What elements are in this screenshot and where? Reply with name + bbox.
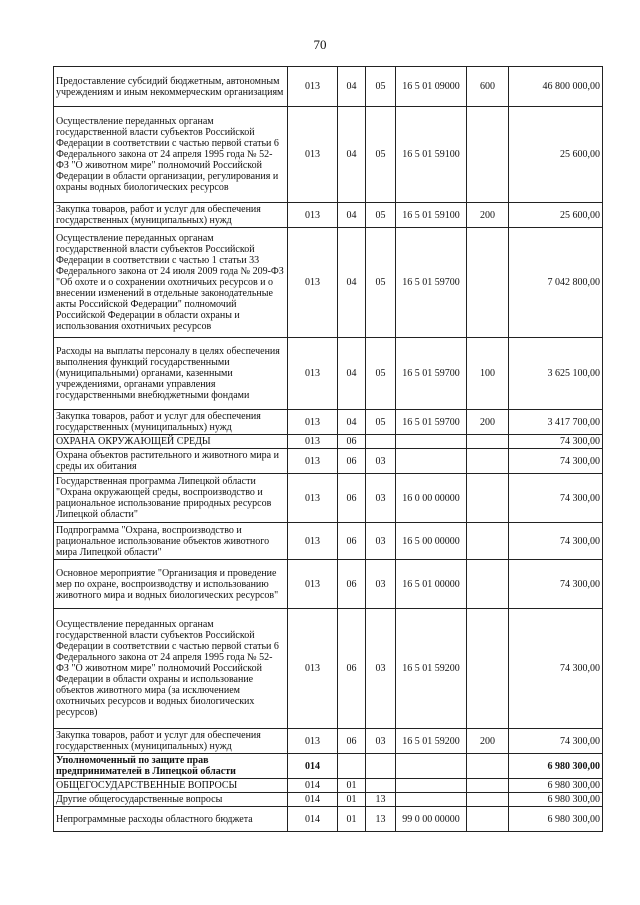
- section-code: 04: [338, 67, 366, 107]
- ministry-code: 013: [288, 67, 338, 107]
- table-row: [54, 474, 603, 523]
- subsection-code: 05: [366, 203, 396, 228]
- row-name: Другие общегосударственные вопросы: [54, 793, 288, 807]
- subsection-code: 03: [366, 609, 396, 729]
- target-article: 16 5 01 59100: [396, 203, 467, 228]
- table-row: [54, 609, 603, 729]
- row-name: Осуществление переданных органам государственной власти субъектов Российской Федерации в соответствии с частью первой статьи 6 Федерального закона от 24 апреля 1995 года № 52-ФЗ "О животном мире" полномочий Российской Федерации в области организации, регулирования и охраны водных биологических ресурсов: [54, 107, 288, 203]
- subsection-code: 03: [366, 560, 396, 609]
- row-name: Закупка товаров, работ и услуг для обеспечения государственных (муниципальных) нужд: [54, 203, 288, 228]
- table-row: [54, 807, 603, 832]
- subsection-code: 13: [366, 807, 396, 832]
- section-code: 06: [338, 523, 366, 560]
- ministry-code: 013: [288, 729, 338, 754]
- ministry-code: 014: [288, 779, 338, 793]
- section-code: 06: [338, 449, 366, 474]
- row-name: Закупка товаров, работ и услуг для обеспечения государственных (муниципальных) нужд: [54, 410, 288, 435]
- page-number: 70: [313, 37, 327, 52]
- amount: 6 980 300,00: [509, 807, 603, 832]
- subsection-code: 13: [366, 793, 396, 807]
- section-code: 04: [338, 107, 366, 203]
- amount: 25 600,00: [509, 203, 603, 228]
- ministry-code: 014: [288, 754, 338, 779]
- expense-type: [467, 793, 509, 807]
- subsection-code: [366, 779, 396, 793]
- target-article: 16 5 01 59100: [396, 107, 467, 203]
- expense-type: 200: [467, 203, 509, 228]
- target-article: [396, 779, 467, 793]
- section-code: [338, 754, 366, 779]
- row-name: ОБЩЕГОСУДАРСТВЕННЫЕ ВОПРОСЫ: [54, 779, 288, 793]
- amount: 6 980 300,00: [509, 779, 603, 793]
- ministry-code: 013: [288, 474, 338, 523]
- target-article: [396, 754, 467, 779]
- section-code: 06: [338, 609, 366, 729]
- expense-type: [467, 779, 509, 793]
- table-row: [54, 779, 603, 793]
- target-article: 16 5 01 59700: [396, 228, 467, 338]
- expense-type: [467, 807, 509, 832]
- expense-type: [467, 107, 509, 203]
- table-row: [54, 410, 603, 435]
- expense-type: 200: [467, 729, 509, 754]
- section-code: 01: [338, 779, 366, 793]
- subsection-code: 03: [366, 474, 396, 523]
- subsection-code: 03: [366, 523, 396, 560]
- amount: 74 300,00: [509, 474, 603, 523]
- subsection-code: 03: [366, 449, 396, 474]
- table-row: [54, 754, 603, 779]
- ministry-code: 014: [288, 807, 338, 832]
- target-article: [396, 435, 467, 449]
- row-name: Закупка товаров, работ и услуг для обеспечения государственных (муниципальных) нужд: [54, 729, 288, 754]
- table-row: [54, 729, 603, 754]
- amount: 3 625 100,00: [509, 338, 603, 410]
- expense-type: [467, 609, 509, 729]
- table-row: [54, 435, 603, 449]
- expense-type: [467, 560, 509, 609]
- ministry-code: 013: [288, 560, 338, 609]
- section-code: 04: [338, 228, 366, 338]
- table-row: [54, 449, 603, 474]
- section-code: 06: [338, 474, 366, 523]
- ministry-code: 013: [288, 609, 338, 729]
- ministry-code: 013: [288, 107, 338, 203]
- ministry-code: 013: [288, 523, 338, 560]
- table-row: [54, 523, 603, 560]
- row-name: ОХРАНА ОКРУЖАЮЩЕЙ СРЕДЫ: [54, 435, 288, 449]
- row-name: Охрана объектов растительного и животного мира и среды их обитания: [54, 449, 288, 474]
- amount: 74 300,00: [509, 523, 603, 560]
- ministry-code: 013: [288, 203, 338, 228]
- table-row: [54, 793, 603, 807]
- amount: 7 042 800,00: [509, 228, 603, 338]
- target-article: 16 5 01 59700: [396, 410, 467, 435]
- ministry-code: 013: [288, 435, 338, 449]
- row-name: Основное мероприятие "Организация и проведение мер по охране, воспроизводству и использованию животного мира и водных биологических ресурсов": [54, 560, 288, 609]
- section-code: 06: [338, 729, 366, 754]
- table-row: [54, 107, 603, 203]
- row-name: Расходы на выплаты персоналу в целях обеспечения выполнения функций государственными (муниципальными) органами, казенными учреждениями, органами управления государственными внебюджетными фондами: [54, 338, 288, 410]
- ministry-code: 013: [288, 449, 338, 474]
- expense-type: 200: [467, 410, 509, 435]
- row-name: Уполномоченный по защите прав предпринимателей в Липецкой области: [54, 754, 288, 779]
- amount: 74 300,00: [509, 435, 603, 449]
- row-name: Осуществление переданных органам государственной власти субъектов Российской Федерации в соответствии с частью первой статьи 6 Федерального закона от 24 апреля 1995 года № 52-ФЗ "О животном мире" полномочий Российской Федерации в области охраны и использование объектов животного мира (за исключением охотничьих ресурсов и водных биологических ресурсов): [54, 609, 288, 729]
- expense-type: [467, 474, 509, 523]
- section-code: 01: [338, 807, 366, 832]
- amount: 6 980 300,00: [509, 754, 603, 779]
- amount: 74 300,00: [509, 609, 603, 729]
- target-article: 16 0 00 00000: [396, 474, 467, 523]
- subsection-code: 05: [366, 338, 396, 410]
- subsection-code: 05: [366, 67, 396, 107]
- amount: 6 980 300,00: [509, 793, 603, 807]
- row-name: Государственная программа Липецкой области "Охрана окружающей среды, воспроизводство и рациональное использование природных ресурсов Липецкой области": [54, 474, 288, 523]
- section-code: 04: [338, 203, 366, 228]
- subsection-code: 03: [366, 729, 396, 754]
- target-article: 16 5 01 59200: [396, 609, 467, 729]
- ministry-code: 013: [288, 410, 338, 435]
- target-article: [396, 793, 467, 807]
- subsection-code: 05: [366, 410, 396, 435]
- table-row: [54, 560, 603, 609]
- expense-type: [467, 435, 509, 449]
- table-row: [54, 228, 603, 338]
- target-article: [396, 449, 467, 474]
- table-row: [54, 338, 603, 410]
- target-article: 16 5 01 00000: [396, 560, 467, 609]
- expense-type: 600: [467, 67, 509, 107]
- row-name: Подпрограмма "Охрана, воспроизводство и рациональное использование объектов животного мира Липецкой области": [54, 523, 288, 560]
- target-article: 16 5 01 59200: [396, 729, 467, 754]
- amount: 74 300,00: [509, 560, 603, 609]
- ministry-code: 014: [288, 793, 338, 807]
- table-row: [54, 203, 603, 228]
- expense-type: [467, 228, 509, 338]
- expense-type: [467, 754, 509, 779]
- section-code: 04: [338, 338, 366, 410]
- amount: 3 417 700,00: [509, 410, 603, 435]
- target-article: 99 0 00 00000: [396, 807, 467, 832]
- amount: 74 300,00: [509, 729, 603, 754]
- subsection-code: [366, 754, 396, 779]
- subsection-code: 05: [366, 107, 396, 203]
- subsection-code: 05: [366, 228, 396, 338]
- row-name: Предоставление субсидий бюджетным, автономным учреждениям и иным некоммерческим организациям: [54, 67, 288, 107]
- section-code: 06: [338, 560, 366, 609]
- expense-type: 100: [467, 338, 509, 410]
- subsection-code: [366, 435, 396, 449]
- target-article: 16 5 00 00000: [396, 523, 467, 560]
- ministry-code: 013: [288, 338, 338, 410]
- ministry-code: 013: [288, 228, 338, 338]
- table-row: [54, 67, 603, 107]
- section-code: 04: [338, 410, 366, 435]
- amount: 74 300,00: [509, 449, 603, 474]
- section-code: 01: [338, 793, 366, 807]
- expense-type: [467, 449, 509, 474]
- target-article: 16 5 01 09000: [396, 67, 467, 107]
- amount: 46 800 000,00: [509, 67, 603, 107]
- row-name: Непрограммные расходы областного бюджета: [54, 807, 288, 832]
- amount: 25 600,00: [509, 107, 603, 203]
- row-name: Осуществление переданных органам государственной власти субъектов Российской Федерации в соответствии с частью 1 статьи 33 Федерального закона от 24 июля 2009 года № 209-ФЗ "Об охоте и о сохранении охотничьих ресурсов и о внесении изменений в отдельные законодательные акты Российской Федерации" полномочий Российской Федерации в области охраны и использования охотничьих ресурсов: [54, 228, 288, 338]
- target-article: 16 5 01 59700: [396, 338, 467, 410]
- expense-type: [467, 523, 509, 560]
- budget-table: [53, 66, 603, 832]
- section-code: 06: [338, 435, 366, 449]
